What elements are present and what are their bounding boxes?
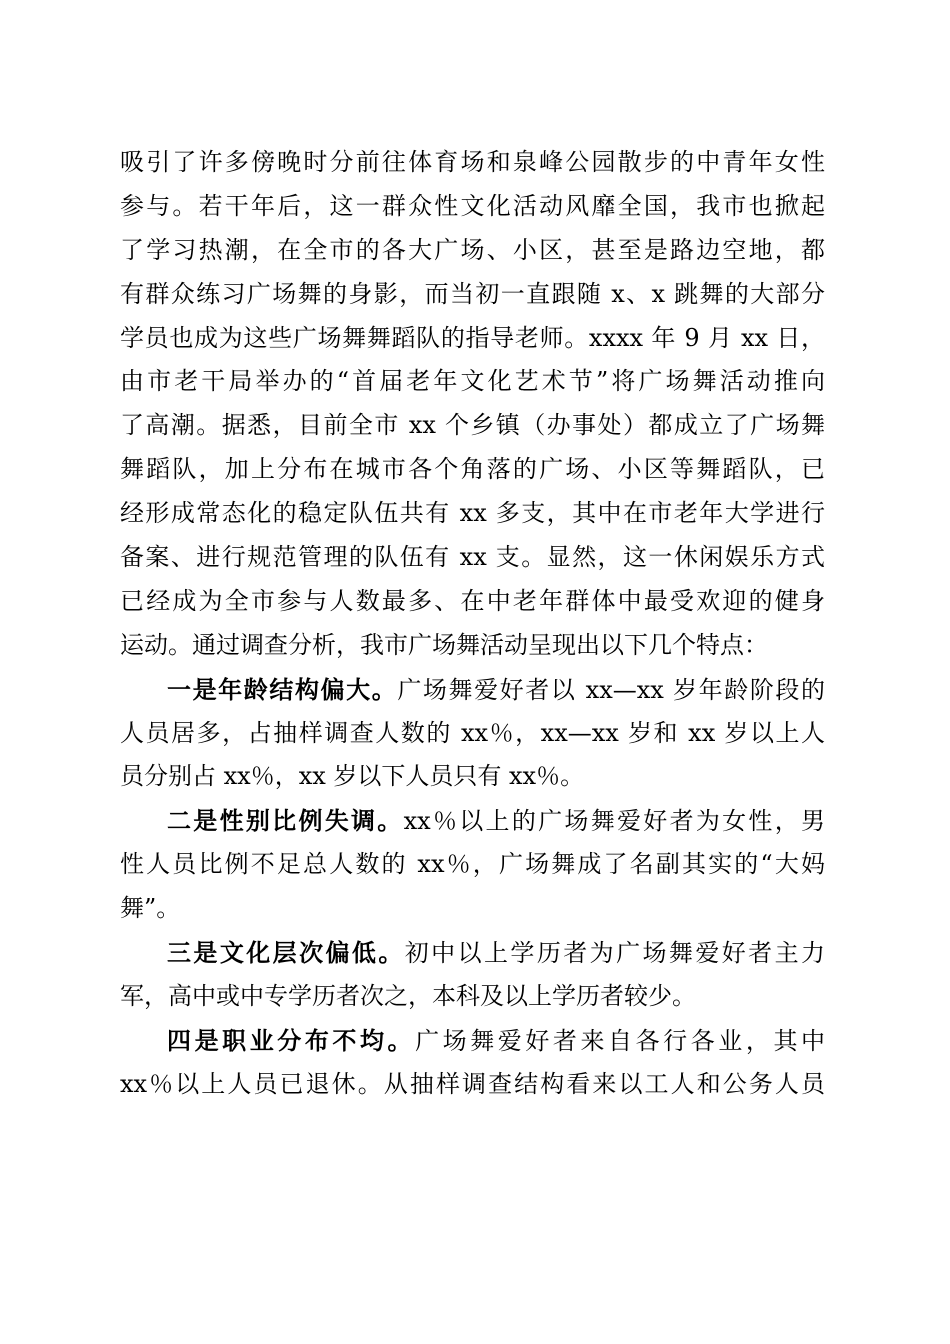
paragraph-line: 学员也成为这些广场舞舞蹈队的指导老师。xxxx 年 9 月 xx 日， (120, 323, 825, 352)
point-text: 广场舞爱好者来自各行各业，其中 (415, 1026, 826, 1055)
paragraph-line: 了学习热潮，在全市的各大广场、小区，甚至是路边空地，都 (120, 235, 825, 264)
paragraph-line: 吸引了许多傍晚时分前往体育场和泉峰公园散步的中青年女性 (120, 148, 825, 176)
document-page (120, 141, 825, 1107)
paragraph-line: 性人员比例不足总人数的 xx％，广场舞成了名副其实的“大妈 (120, 850, 825, 879)
paragraph-line (120, 931, 825, 975)
point-text: xx％以上的广场舞爱好者为女性，男 (403, 807, 826, 836)
paragraph-intro (120, 141, 825, 668)
point-text: 广场舞爱好者以 xx—xx 岁年龄阶段的 (397, 675, 826, 704)
paragraph-line: 人员居多，占抽样调查人数的 xx％，xx—xx 岁和 xx 岁以上人 (120, 718, 825, 747)
point-heading: 三是文化层次偏低。 (167, 938, 405, 968)
paragraph-line: 运动。通过调查分析，我市广场舞活动呈现出以下几个特点： (120, 630, 768, 659)
paragraph-point-age (120, 668, 825, 800)
paragraph-point-education (120, 931, 825, 1019)
point-heading: 二是性别比例失调。 (167, 806, 404, 836)
point-text: 初中以上学历者为广场舞爱好者主力 (404, 939, 825, 968)
paragraph-line: 经形成常态化的稳定队伍共有 xx 多支，其中在市老年大学进行 (120, 499, 825, 528)
paragraph-line: 舞”。 (120, 894, 181, 923)
paragraph-line: xx％以上人员已退休。从抽样调查结构看来以工人和公务人员 (120, 1069, 825, 1098)
paragraph-line: 参与。若干年后，这一群众性文化活动风靡全国，我市也掀起 (120, 191, 825, 220)
paragraph-line (120, 1019, 825, 1063)
paragraph-line (120, 668, 825, 712)
paragraph-point-gender (120, 799, 825, 931)
paragraph-line: 员分别占 xx％，xx 岁以下人员只有 xx％。 (120, 762, 585, 791)
paragraph-line: 由市老干局举办的“首届老年文化艺术节”将广场舞活动推向 (120, 367, 825, 396)
paragraph-line: 了高潮。据悉，目前全市 xx 个乡镇（办事处）都成立了广场舞 (120, 411, 825, 440)
point-heading: 四是职业分布不均。 (167, 1025, 416, 1055)
paragraph-line: 已经成为全市参与人数最多、在中老年群体中最受欢迎的健身 (120, 586, 825, 615)
paragraph-line (120, 799, 825, 843)
paragraph-line: 军，高中或中专学历者次之，本科及以上学历者较少。 (120, 981, 696, 1010)
paragraph-line: 舞蹈队，加上分布在城市各个角落的广场、小区等舞蹈队，已 (120, 455, 825, 484)
paragraph-point-occupation (120, 1019, 825, 1107)
point-heading: 一是年龄结构偏大。 (167, 674, 398, 704)
paragraph-line: 备案、进行规范管理的队伍有 xx 支。显然，这一休闲娱乐方式 (120, 543, 825, 572)
paragraph-line: 有群众练习广场舞的身影，而当初一直跟随 x、x 跳舞的大部分 (120, 279, 825, 308)
